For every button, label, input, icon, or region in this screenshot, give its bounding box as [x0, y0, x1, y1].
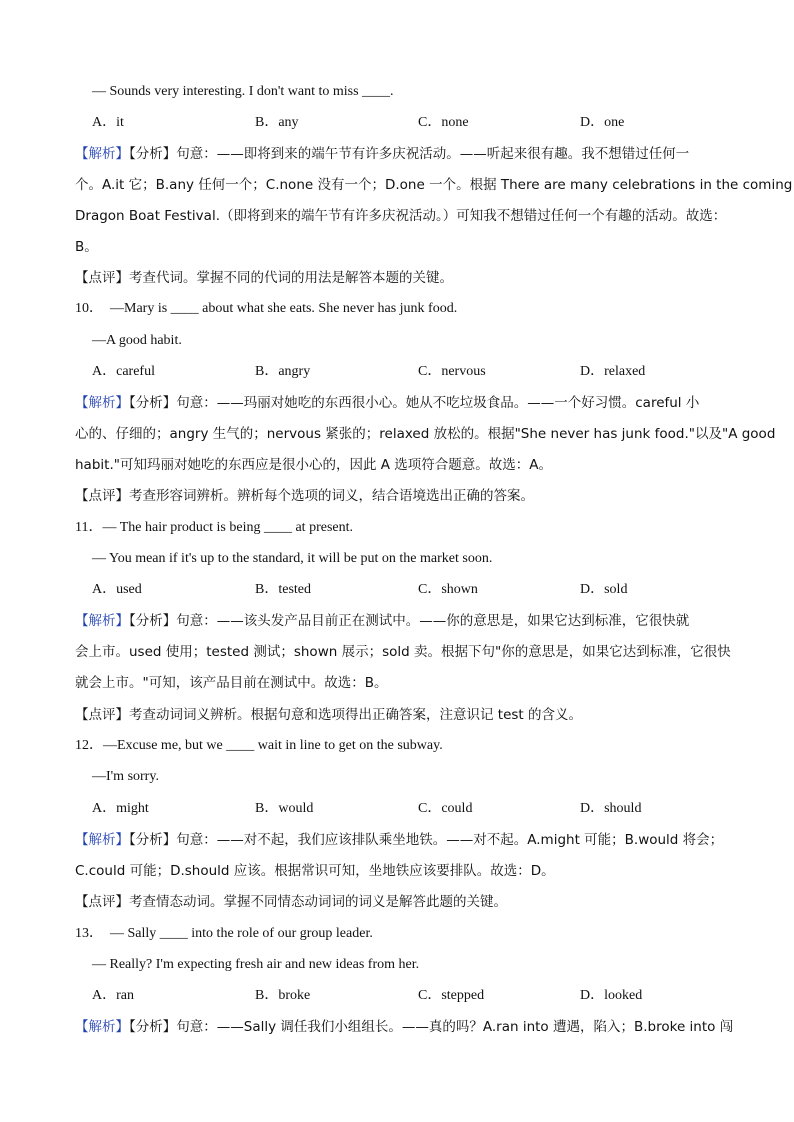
q10-comment: 【点评】考查形容词辨析。辨析每个选项的词义，结合语境选出正确的答案。 — [75, 488, 534, 504]
q11-option-a: A．used — [92, 582, 142, 597]
q12-option-d: D．should — [580, 801, 642, 816]
q9-analysis-line-1 — [75, 144, 689, 164]
q11-option-b: B．tested — [255, 582, 311, 597]
q12-analysis-line-2: C.could 可能；D.should 应该。根据常识可知，坐地铁应该要排队。故选：D。 — [75, 863, 555, 879]
q11-question: 11．— The hair product is being ____ at present. — [75, 520, 353, 535]
q11-dialogue-line: — You mean if it's up to the standard, it will be put on the market soon. — [92, 551, 493, 566]
q10-option-d: D．relaxed — [580, 364, 646, 379]
q13-question: 13． — Sally ____ into the role of our group leader. — [75, 926, 373, 941]
q12-option-b: B．would — [255, 801, 314, 816]
q11-option-d: D．sold — [580, 582, 628, 597]
q9-analysis-line-2: 个。A.it 它；B.any 任何一个；C.none 没有一个；D.one 一个。根据 There are many celebrations in the coming — [75, 177, 793, 193]
q10-dialogue-line: —A good habit. — [92, 333, 182, 348]
analysis-text: 【分析】句意：——该头发产品目前正在测试中。——你的意思是，如果它达到标准，它很快就 — [129, 613, 690, 629]
q9-dialogue-line: — Sounds very interesting. I don't want to miss ____. — [92, 84, 394, 99]
analysis-tag: 【解析】 — [75, 613, 129, 629]
q12-option-c: C．could — [418, 801, 473, 816]
q13-option-d: D．looked — [580, 988, 643, 1003]
analysis-text: 【分析】句意：——Sally 调任我们小组组长。——真的吗？A.ran into 遭遇，陷入；B.broke into 闯 — [129, 1019, 734, 1035]
q10-analysis-line-1 — [75, 393, 699, 413]
q13-option-c: C．stepped — [418, 988, 485, 1003]
analysis-tag: 【解析】 — [75, 395, 129, 411]
analysis-tag: 【解析】 — [75, 146, 129, 162]
q10-analysis-line-3: habit."可知玛丽对她吃的东西应是很小心的，因此 A 选项符合题意。故选：A。 — [75, 457, 552, 473]
q10-analysis-line-2: 心的、仔细的；angry 生气的；nervous 紧张的；relaxed 放松的。根据"She never has junk food."以及"A good — [75, 426, 776, 442]
q10-question: 10． —Mary is ____ about what she eats. She never has junk food. — [75, 301, 458, 316]
q10-option-b: B．angry — [255, 364, 311, 379]
analysis-text: 【分析】句意：——对不起，我们应该排队乘坐地铁。——对不起。A.might 可能；B.would 将会； — [129, 832, 724, 848]
q9-comment: 【点评】考查代词。掌握不同的代词的用法是解答本题的关键。 — [75, 270, 453, 286]
q10-option-c: C．nervous — [418, 364, 486, 379]
q9-analysis-line-3: Dragon Boat Festival.（即将到来的端午节有许多庆祝活动。）可知我不想错过任何一个有趣的活动。故选： — [75, 208, 727, 224]
q13-dialogue-line: — Really? I'm expecting fresh air and new ideas from her. — [92, 957, 420, 972]
q9-option-c: C．none — [418, 115, 469, 130]
q13-option-b: B．broke — [255, 988, 311, 1003]
q13-option-a: A．ran — [92, 988, 134, 1003]
q12-comment: 【点评】考查情态动词。掌握不同情态动词词的词义是解答此题的关键。 — [75, 894, 507, 910]
q12-dialogue-line: —I'm sorry. — [92, 769, 159, 784]
q9-option-d: D．one — [580, 115, 625, 130]
q11-analysis-line-2: 会上市。used 使用；tested 测试；shown 展示；sold 卖。根据下句"你的意思是，如果它达到标准，它很快 — [75, 644, 731, 660]
q12-option-a: A．might — [92, 801, 149, 816]
q11-analysis-line-1 — [75, 611, 689, 631]
q12-question: 12．—Excuse me, but we ____ wait in line to get on the subway. — [75, 738, 443, 753]
q9-option-a: A．it — [92, 115, 124, 130]
q12-analysis-line-1 — [75, 830, 723, 850]
q11-comment: 【点评】考查动词词义辨析。根据句意和选项得出正确答案，注意识记 test 的含义。 — [75, 707, 583, 723]
analysis-text: 【分析】句意：——即将到来的端午节有许多庆祝活动。——听起来很有趣。我不想错过任何一 — [129, 146, 690, 162]
q10-option-a: A．careful — [92, 364, 155, 379]
analysis-tag: 【解析】 — [75, 832, 129, 848]
q9-option-b: B．any — [255, 115, 299, 130]
q11-option-c: C．shown — [418, 582, 478, 597]
q11-analysis-line-3: 就会上市。"可知，该产品目前在测试中。故选：B。 — [75, 675, 388, 691]
q13-analysis-line-1 — [75, 1017, 733, 1037]
analysis-tag: 【解析】 — [75, 1019, 129, 1035]
q9-analysis-line-4: B。 — [75, 239, 98, 255]
analysis-text: 【分析】句意：——玛丽对她吃的东西很小心。她从不吃垃圾食品。——一个好习惯。careful 小 — [129, 395, 700, 411]
